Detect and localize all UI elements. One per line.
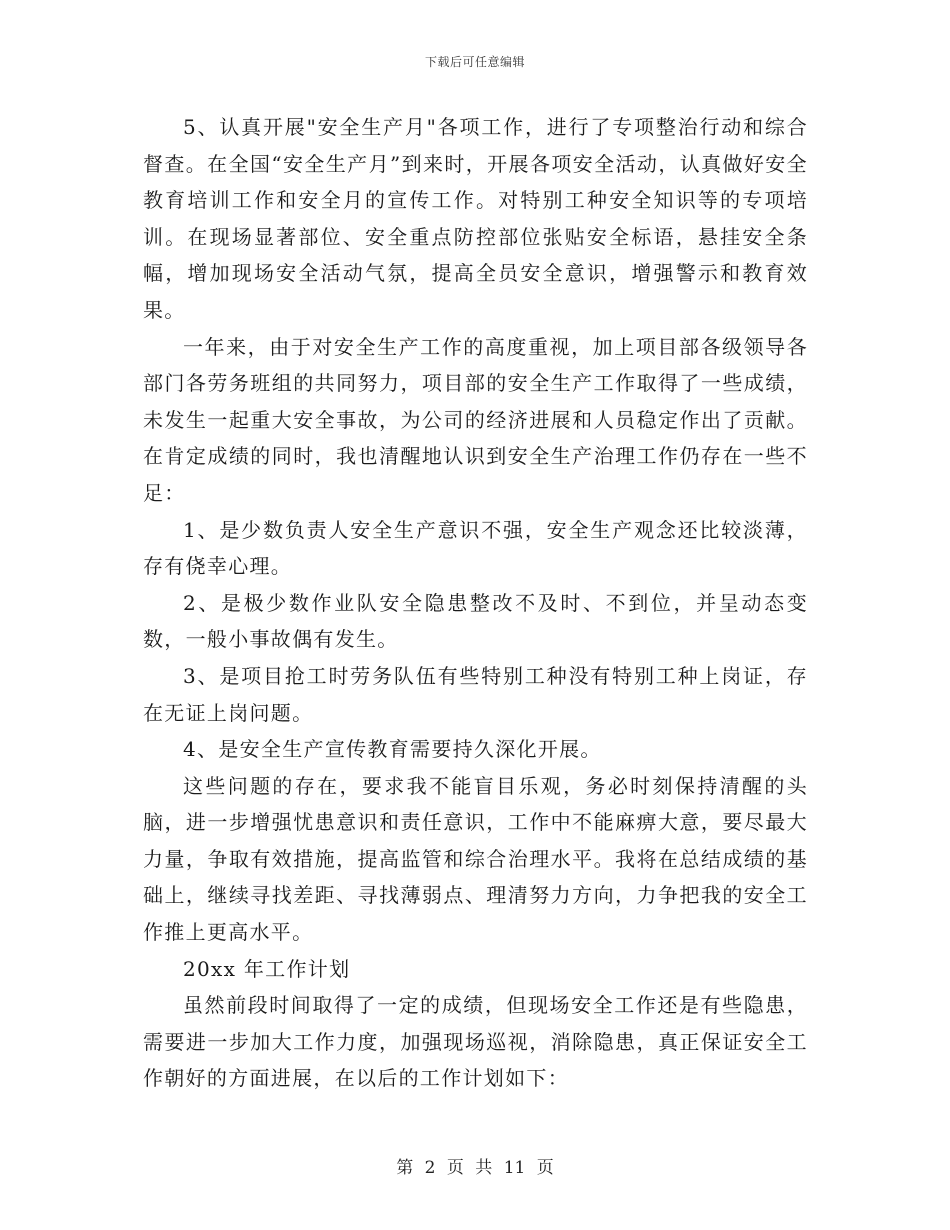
paragraph-work-plan-intro: 虽然前段时间取得了一定的成绩，但现场安全工作还是有些隐患，需要进一步加大工作力度，加强现场巡视，消除隐患，真正保证安全工作朝好的方面进展，在以后的工作计划如下： [143, 993, 808, 1091]
paragraph-issue-2: 2、是极少数作业队安全隐患整改不及时、不到位，并呈动态变数，一般小事故偶有发生。 [143, 590, 808, 652]
paragraph-issue-4: 4、是安全生产宣传教育需要持久深化开展。 [183, 737, 602, 762]
page-number-footer: 第 2 页 共 11 页 [396, 1158, 554, 1178]
paragraph-reflection: 这些问题的存在，要求我不能盲目乐观，务必时刻保持清醒的头脑，进一步增强忧患意识和责任意识，工作中不能麻痹大意，要尽最大力量，争取有效措施，提高监管和综合治理水平。我将在总结成绩的基础上，继续寻找差距、寻找薄弱点、理清努力方向，力争把我的安全工作推上更高水平。 [143, 773, 808, 945]
paragraph-issue-1: 1、是少数负责人安全生产意识不强，安全生产观念还比较淡薄，存有侥幸心理。 [143, 517, 808, 579]
page-header: 下载后可任意编辑 [424, 55, 525, 69]
paragraph-safety-month: 5、认真开展"安全生产月"各项工作，进行了专项整治行动和综合督查。在全国“安全生产月”到来时，开展各项安全活动，认真做好安全教育培训工作和安全月的宣传工作。对特别工种安全知识等的专项培训。在现场显著部位、安全重点防控部位张贴安全标语，悬挂安全条幅，增加现场安全活动气氛，提高全员安全意识，增强警示和教育效果。 [143, 115, 808, 322]
document-body [143, 109, 808, 1097]
paragraph-year-summary: 一年来，由于对安全生产工作的高度重视，加上项目部各级领导各部门各劳务班组的共同努力，项目部的安全生产工作取得了一些成绩，未发生一起重大安全事故，为公司的经济进展和人员稳定作出了贡献。在肯定成绩的同时，我也清醒地认识到安全生产治理工作仍存在一些不足： [143, 334, 808, 505]
paragraph-issue-3: 3、是项目抢工时劳务队伍有些特别工种没有特别工种上岗证，存在无证上岗问题。 [143, 663, 808, 725]
section-heading-work-plan: 20xx 年工作计划 [183, 956, 351, 981]
